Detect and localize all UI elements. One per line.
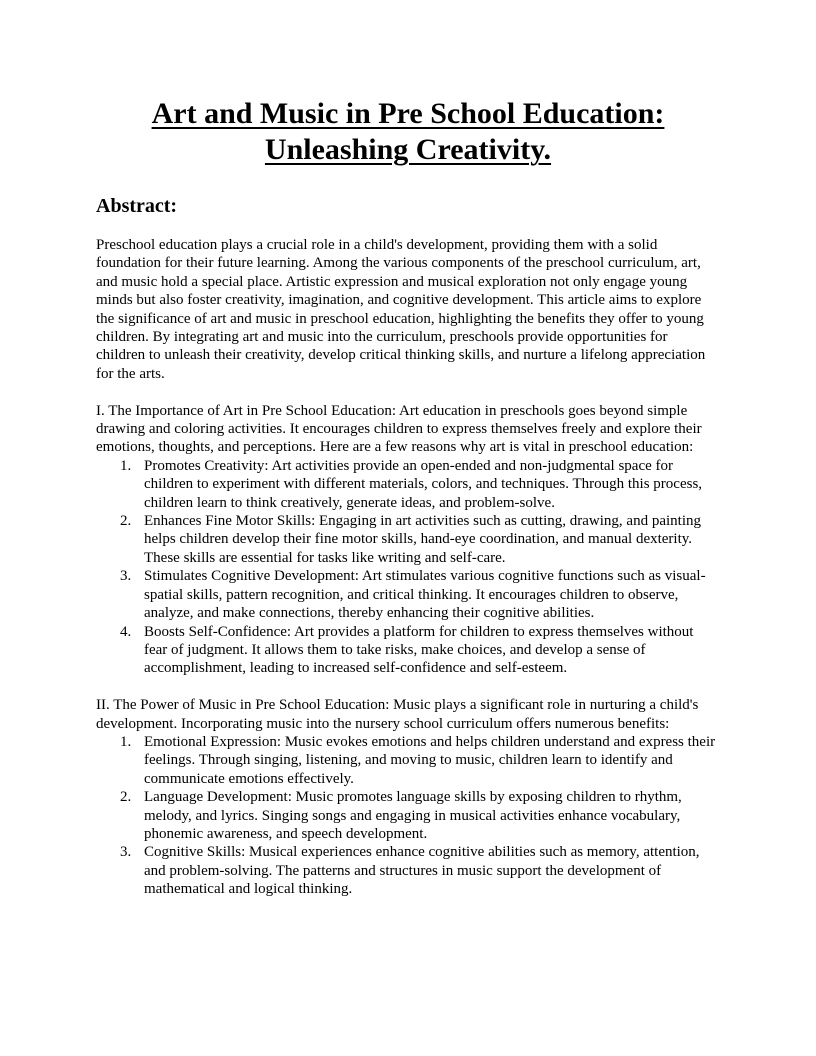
- list-item: [96, 788, 720, 843]
- section-1-list: [96, 457, 720, 678]
- list-item-text: Stimulates Cognitive Development: Art stimulates various cognitive functions such as visual-spatial skills, pattern recognition, and critical thinking. It encourages children to observe, analyze, and make connections, thereby enhancing their cognitive abilities.: [144, 568, 706, 622]
- list-item-number: 2.: [120, 789, 132, 806]
- list-item: [96, 623, 720, 678]
- list-item: [96, 457, 720, 512]
- list-item-number: 1.: [120, 457, 132, 474]
- section-2-intro: II. The Power of Music in Pre School Education: Music plays a significant role in nurturing a child's development. Incorporating music into the nursery school curriculum offers numerous benefits:: [96, 697, 699, 732]
- list-item: [96, 567, 720, 622]
- list-item-text: Promotes Creativity: Art activities provide an open-ended and non-judgmental space for children to experiment with different materials, colors, and techniques. Through this process, children learn to think creatively, generate ideas, and problem-solve.: [144, 457, 703, 511]
- list-item-text: Enhances Fine Motor Skills: Engaging in art activities such as cutting, drawing, and painting helps children develop their fine motor skills, hand-eye coordination, and manual dexterity. These skills are essential for tasks like writing and self-care.: [144, 513, 701, 566]
- list-item-text: Cognitive Skills: Musical experiences enhance cognitive abilities such as memory, attention, and problem-solving. The patterns and structures in music support the development of mathematical and logical thinking.: [144, 844, 700, 898]
- document-title: [96, 96, 720, 168]
- title-line-1: Art and Music in Pre School Education:: [151, 97, 665, 130]
- abstract-heading: Abstract:: [96, 195, 178, 217]
- list-item: [96, 512, 720, 567]
- list-item-text: Boosts Self-Confidence: Art provides a platform for children to express themselves without fear of judgment. It allows them to take risks, make choices, and develop a sense of accomplishment, leading to increased self-confidence and self-esteem.: [144, 623, 694, 677]
- document-page: [96, 96, 720, 899]
- list-item-number: 2.: [120, 513, 132, 530]
- list-item: [96, 843, 720, 898]
- title-line-2: Unleashing Creativity.: [264, 133, 552, 166]
- list-item: [96, 733, 720, 788]
- list-item-number: 3.: [120, 568, 132, 585]
- list-item-number: 1.: [120, 733, 132, 750]
- list-item-number: 3.: [120, 844, 132, 861]
- list-item-number: 4.: [120, 623, 132, 640]
- abstract-paragraph: Preschool education plays a crucial role in a child's development, providing them with a solid foundation for their future learning. Among the various components of the preschool curriculum, art, and music hold a special place. Artistic expression and musical exploration not only engage young minds but also foster creativity, imagination, and cognitive development. This article aims to explore the significance of art and music in preschool education, highlighting the benefits they offer to young children. By integrating art and music into the curriculum, preschools provide opportunities for children to unleash their creativity, develop critical thinking skills, and nurture a lifelong appreciation for the arts.: [96, 237, 706, 382]
- list-item-text: Language Development: Music promotes language skills by exposing children to rhythm, melody, and lyrics. Singing songs and engaging in musical activities enhance vocabulary, phonemic awareness, and speech development.: [144, 789, 682, 842]
- section-1-intro: I. The Importance of Art in Pre School Education: Art education in preschools goes beyond simple drawing and coloring activities. It encourages children to express themselves freely and explore their emotions, thoughts, and perceptions. Here are a few reasons why art is vital in preschool education:: [96, 402, 702, 456]
- section-2-list: [96, 733, 720, 899]
- list-item-text: Emotional Expression: Music evokes emotions and helps children understand and express their feelings. Through singing, listening, and moving to music, children learn to identify and communicate emotions effectively.: [144, 733, 716, 787]
